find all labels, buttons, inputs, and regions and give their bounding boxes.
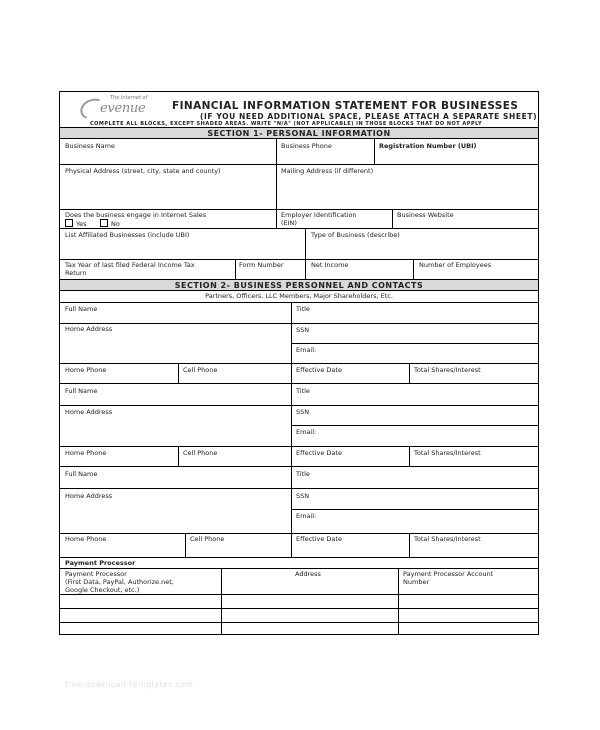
employer-id-label: Employer Identification (EIN) [281,211,357,227]
affiliated-businesses-label: List Affiliated Businesses (include UBI) [65,231,190,239]
type-of-business-label: Type of Business (describe) [311,231,400,239]
home-address-label: Home Address [65,492,113,500]
processor-account-cell[interactable] [398,622,538,634]
divider [409,446,410,466]
divider [178,446,179,466]
divider [276,139,277,164]
effective-date-label: Effective Date [296,535,342,543]
form-instructions: COMPLETE ALL BLOCKS, EXCEPT SHADED AREAS. WRITE "N/A" (NOT APPLICABLE) IN THOSE BLOCKS THAT DO NOT APPLY [90,121,483,127]
divider [276,164,277,209]
revenue-logo [80,95,152,119]
website-label: Business Website [397,211,454,219]
cell-phone-label: Cell Phone [183,449,218,457]
full-name-label: Full Name [65,305,98,313]
internet-sales-label: Does the business engage in Internet Sales [65,211,207,219]
divider [291,383,292,466]
section2-subtitle: Partners, Officers, LLC Members, Major Shareholders, Etc. [205,292,393,300]
internet-sales-yes-option[interactable] [65,219,87,228]
ssn-field[interactable] [291,323,538,343]
business-phone-label: Business Phone [281,142,332,150]
title-label: Title [296,387,310,395]
home-phone-label: Home Phone [65,535,107,543]
divider [291,302,292,383]
internet-sales-no-option[interactable] [100,219,120,228]
title-field[interactable] [291,466,538,488]
employees-label: Number of Employees [419,261,492,269]
form-number-label: Form Number [239,261,284,269]
logo-wordmark: evenue [100,101,146,116]
yes-label: Yes [76,220,87,228]
cell-phone-label: Cell Phone [190,535,225,543]
divider [305,228,306,259]
total-shares-label: Total Shares/Interest [414,449,481,457]
divider [291,466,292,557]
divider [409,363,410,383]
email-field[interactable] [291,343,538,363]
watermark: free-download-templates.com [65,680,194,689]
account-number-label: Payment Processor Account Number [403,570,494,586]
mailing-address-label: Mailing Address (if different) [281,167,374,175]
divider [398,568,399,634]
divider [374,139,375,164]
ssn-field[interactable] [291,405,538,425]
divider [178,363,179,383]
divider [392,209,393,228]
effective-date-label: Effective Date [296,449,342,457]
divider [409,533,410,557]
cell-phone-label: Cell Phone [183,366,218,374]
form-subtitle: (IF YOU NEED ADDITIONAL SPACE, PLEASE ATTACH A SEPARATE SHEET) [200,112,538,121]
payment-processor-heading: Payment Processor [65,559,136,567]
form-title: FINANCIAL INFORMATION STATEMENT FOR BUSINESSES [172,100,519,112]
full-name-label: Full Name [65,470,98,478]
section1-heading: SECTION 1- PERSONAL INFORMATION [60,127,538,139]
processor-account-cell[interactable] [398,608,538,622]
divider [185,533,186,557]
tax-year-label: Tax Year of last filed Federal Income Tax Return [65,261,195,277]
yes-checkbox[interactable] [65,219,73,227]
no-checkbox[interactable] [100,219,108,227]
processor-cell[interactable] [60,608,221,622]
section2-heading: SECTION 2- BUSINESS PERSONNEL AND CONTACTS [60,279,538,291]
email-field[interactable] [291,509,538,533]
processor-cell[interactable] [60,594,221,608]
payment-processor-label: Payment Processor (First Data, PayPal, Authorize.net, Google Checkout, etc.) [65,570,174,594]
divider [60,568,538,569]
ssn-field[interactable] [291,488,538,509]
divider [413,259,414,279]
full-name-label: Full Name [65,387,98,395]
divider [276,209,277,228]
email-label: Email: [296,428,317,436]
net-income-label: Net Income [311,261,349,269]
home-address-label: Home Address [65,325,113,333]
title-label: Title [296,305,310,313]
divider [60,557,538,558]
divider [235,259,236,279]
financial-statement-form [59,91,539,635]
home-address-label: Home Address [65,408,113,416]
effective-date-label: Effective Date [296,366,342,374]
total-shares-label: Total Shares/Interest [414,366,481,374]
title-field[interactable] [291,383,538,405]
processor-account-cell[interactable] [398,594,538,608]
no-label: No [111,220,120,228]
processor-address-cell[interactable] [221,608,398,622]
home-phone-label: Home Phone [65,366,107,374]
email-field[interactable] [291,425,538,446]
home-phone-label: Home Phone [65,449,107,457]
processor-address-cell[interactable] [221,594,398,608]
registration-number-label: Registration Number (UBI) [379,142,477,150]
divider [221,568,222,634]
email-label: Email: [296,346,317,354]
ssn-label: SSN [296,326,310,334]
divider [305,259,306,279]
processor-address-cell[interactable] [221,622,398,634]
logo-tagline: The Internet of [110,95,148,101]
title-label: Title [296,470,310,478]
business-name-label: Business Name [65,142,115,150]
ssn-label: SSN [296,492,310,500]
processor-cell[interactable] [60,622,221,634]
total-shares-label: Total Shares/Interest [414,535,481,543]
email-label: Email: [296,512,317,520]
title-field[interactable] [291,302,538,323]
physical-address-label: Physical Address (street, city, state and county) [65,167,221,175]
address-label: Address [295,570,321,578]
ssn-label: SSN [296,408,310,416]
form-header [60,92,538,128]
